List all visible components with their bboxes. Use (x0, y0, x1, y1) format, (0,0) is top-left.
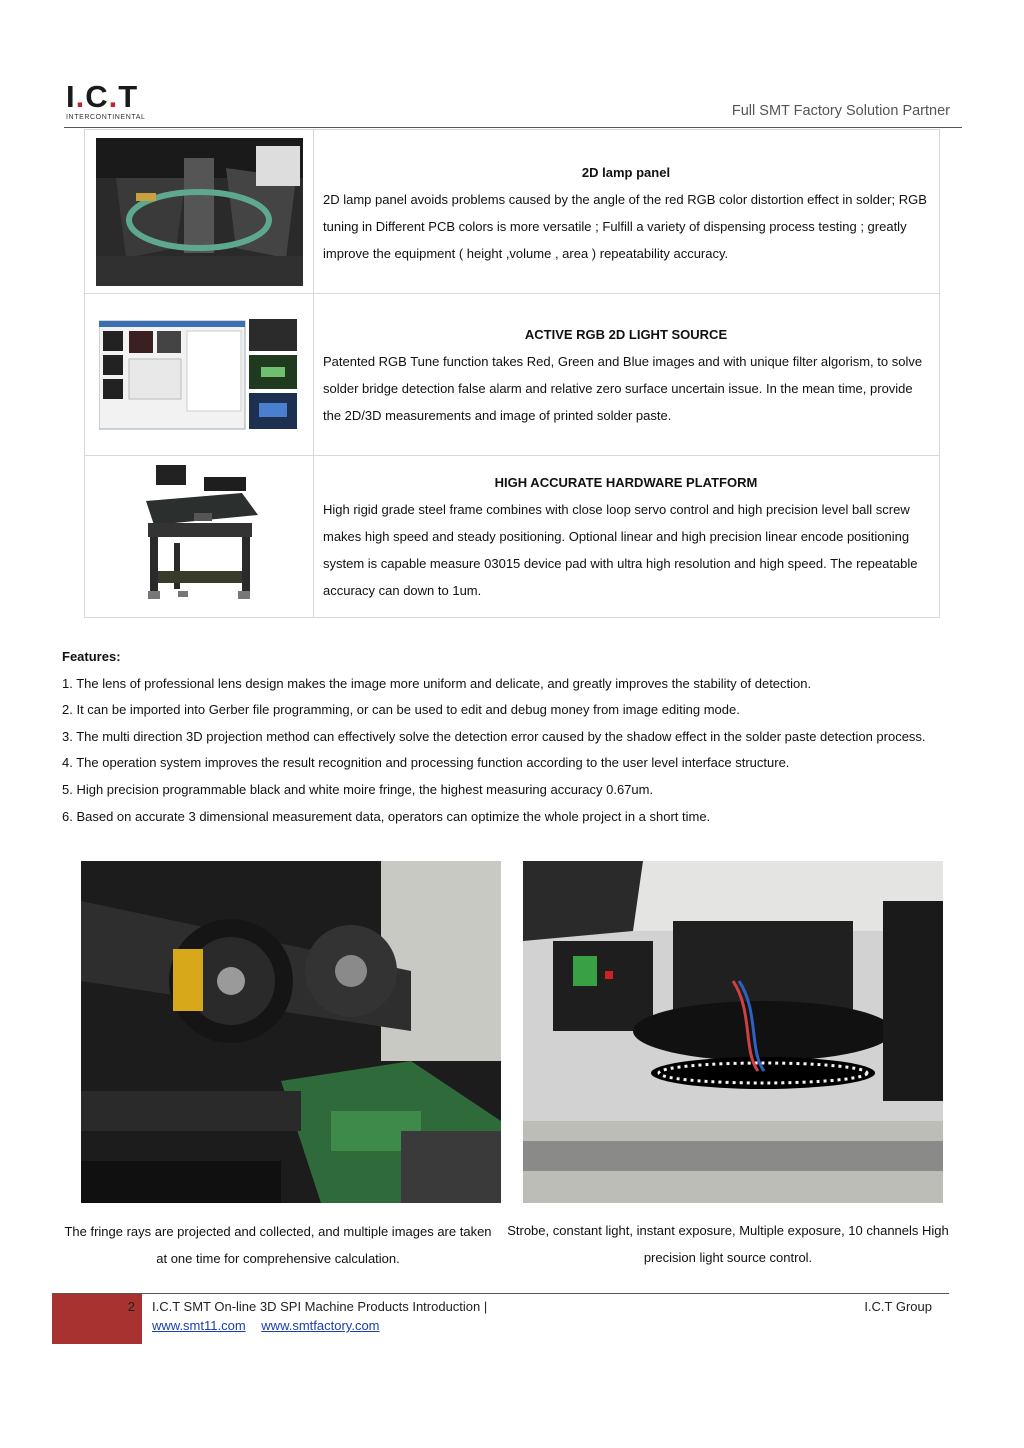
left-photo-caption: The fringe rays are projected and collected, and multiple images are taken at one time for comprehensive calculation. (64, 1224, 492, 1266)
header-tagline: Full SMT Factory Solution Partner (731, 103, 950, 119)
header-divider (64, 127, 962, 128)
light-source-photo (523, 861, 943, 1203)
spec-table (84, 129, 940, 618)
lamp-panel-photo (96, 138, 303, 286)
feature-item: 3. The multi direction 3D projection method can effectively solve the detection error caused by the shadow effect in the solder paste detection process. (62, 728, 926, 744)
spec-body: High rigid grade steel frame combines with close loop servo control and high precision level ball screw makes high speed and steady positioning. Optional linear and high precision linear encode positioning system is capable measure 03015 device pad with ultra high resolution and high speed. The repeatable accuracy can down to 1um. (323, 502, 918, 598)
spec-text-cell (314, 456, 940, 618)
spec-text-cell (314, 130, 940, 294)
spec-title: HIGH ACCURATE HARDWARE PLATFORM (494, 475, 758, 490)
spec-image-cell (85, 456, 314, 618)
feature-item: 6. Based on accurate 3 dimensional measurement data, operators can optimize the whole project in a short time. (62, 808, 711, 824)
spec-image-cell (85, 130, 314, 294)
page-number: 2 (127, 1299, 135, 1314)
spec-image-cell (85, 294, 314, 456)
feature-item: 5. High precision programmable black and white moire fringe, the highest measuring accuracy 0.67um. (62, 781, 654, 797)
company-logo (66, 79, 158, 122)
spec-title: 2D lamp panel (581, 165, 671, 180)
spec-text-cell (314, 294, 940, 456)
feature-item: 1. The lens of professional lens design makes the image more uniform and delicate, and greatly improves the stability of detection. (62, 675, 812, 691)
hardware-platform-photo (134, 463, 264, 611)
feature-item: 4. The operation system improves the result recognition and processing function according to the user level interface structure. (62, 755, 790, 771)
footer-group: I.C.T Group (864, 1299, 932, 1314)
spec-body: Patented RGB Tune function takes Red, Green and Blue images and with unique filter algorism, to solve solder bridge detection false alarm and relative zero surface uncertain issue. In the mean time, provide the 2D/3D measurements and image of printed solder paste. (323, 354, 923, 423)
software-screenshot-photo (99, 319, 299, 431)
spec-body: 2D lamp panel avoids problems caused by the angle of the red RGB color distortion effect in solder; RGB tuning in Different PCB colors is more versatile ; Fulfill a variety of dispensing process testing ; greatly improve the equipment ( height ,volume , area ) repeatability accuracy. (323, 192, 927, 261)
spec-row (85, 456, 940, 618)
spec-row (85, 130, 940, 294)
footer-title: I.C.T SMT On-line 3D SPI Machine Products Introduction | (152, 1299, 488, 1314)
footer-link-smt11[interactable]: www.smt11.com (152, 1318, 246, 1333)
features-heading: Features: (62, 649, 121, 664)
spec-row (85, 294, 940, 456)
footer-link-smtfactory[interactable]: www.smtfactory.com (261, 1318, 380, 1333)
spec-title: ACTIVE RGB 2D LIGHT SOURCE (524, 327, 728, 342)
footer-links (152, 1318, 392, 1333)
footer-divider (52, 1293, 949, 1294)
feature-item: 2. It can be imported into Gerber file programming, or can be used to edit and debug money from image editing mode. (62, 702, 740, 718)
features-section (62, 644, 966, 830)
fringe-projection-photo (81, 861, 501, 1203)
logo-subtext: INTERCONTINENTAL (66, 114, 146, 121)
logo-mark: I.C.T (66, 79, 139, 114)
right-photo-caption: Strobe, constant light, instant exposure, Multiple exposure, 10 channels High precision light source control. (507, 1223, 949, 1265)
